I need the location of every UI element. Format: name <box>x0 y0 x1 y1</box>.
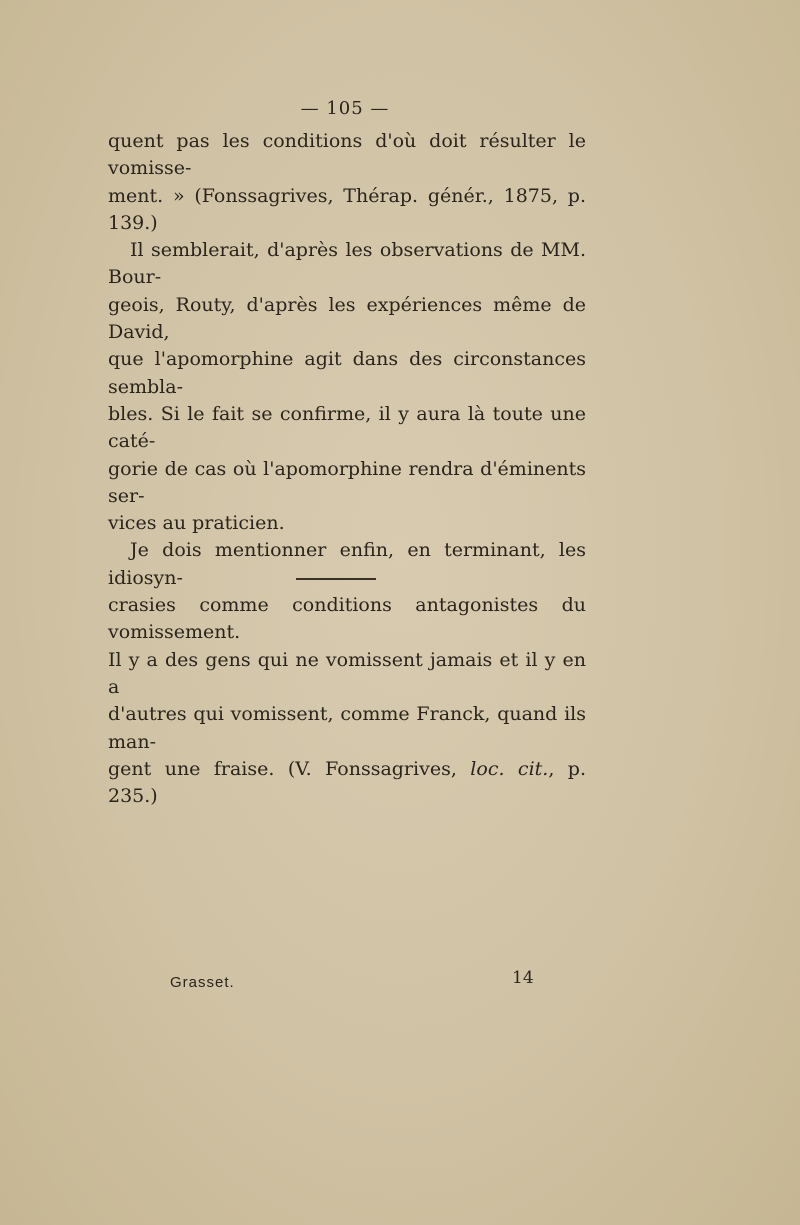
signature-mark: Grasset. <box>170 974 235 991</box>
text-segment: gent une fraise. (V. Fonssagrives, <box>108 757 471 780</box>
section-divider <box>296 578 376 580</box>
text-segment: , p. 235.) <box>108 757 586 808</box>
text-line: ment. » (Fonssagrives, Thérap. génér., 1875, p. 139.) <box>108 184 586 234</box>
text-line: Il semblerait, d'après les observations de MM. Bour- <box>108 239 586 289</box>
body-text <box>108 128 586 810</box>
text-line-last <box>108 758 586 807</box>
text-line: crasies comme conditions antagonistes du vomissement. <box>108 594 586 644</box>
text-line: vices au praticien. <box>108 512 285 535</box>
text-line: Je dois mentionner enfin, en terminant, les idiosyn- <box>108 539 586 589</box>
page-number: — 105 — <box>300 98 390 119</box>
italic-citation: loc. cit. <box>470 757 549 780</box>
text-line: Il y a des gens qui ne vomissent jamais et il y en a <box>108 648 586 698</box>
text-line: que l'apomorphine agit dans des circonstances sembla- <box>108 348 586 398</box>
text-line: quent pas les conditions d'où doit résulter le vomisse- <box>108 130 586 180</box>
text-line: d'autres qui vomissent, comme Franck, quand ils man- <box>108 703 586 753</box>
text-line: gorie de cas où l'apomorphine rendra d'éminents ser- <box>108 457 586 507</box>
paragraph-2 <box>108 237 586 537</box>
text-line: geois, Routy, d'après les expériences même de David, <box>108 293 586 344</box>
sheet-number: 14 <box>512 968 534 988</box>
text-line: bles. Si le fait se confirme, il y aura là toute une caté- <box>108 402 586 453</box>
paragraph-1 <box>108 128 586 237</box>
